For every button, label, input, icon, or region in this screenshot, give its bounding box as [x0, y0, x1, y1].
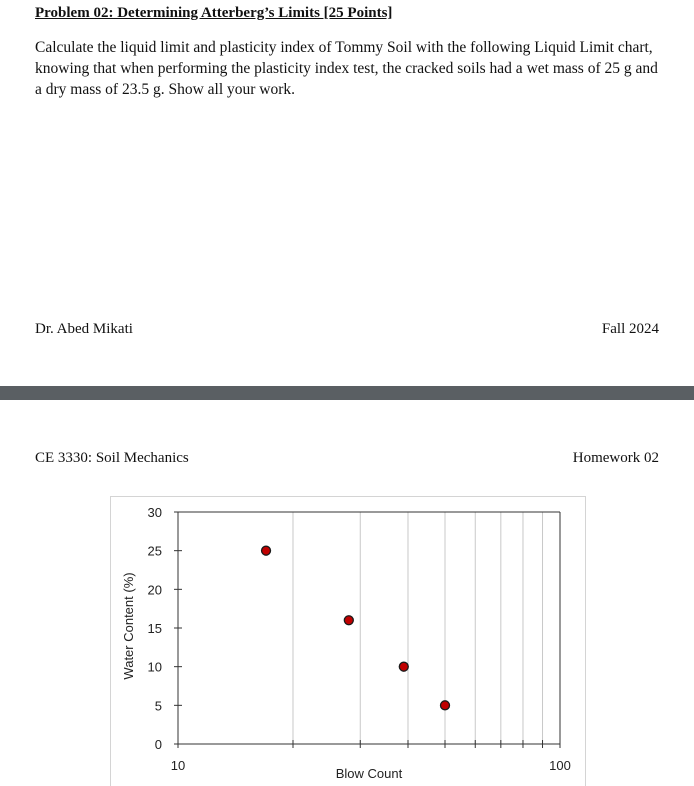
- y-tick-label: 10: [147, 659, 162, 675]
- header-course: CE 3330: Soil Mechanics: [35, 450, 189, 466]
- y-tick-label: 25: [147, 543, 162, 559]
- y-tick-label: 15: [147, 621, 162, 636]
- problem-title: Problem 02: Determining Atterberg’s Limits [25 Points]: [35, 5, 393, 21]
- y-tick-label: 20: [147, 582, 162, 598]
- header-assignment: Homework 02: [572, 450, 659, 466]
- page-break-divider: [0, 386, 694, 400]
- x-axis-label: Blow Count: [335, 766, 403, 781]
- footer-author: Dr. Abed Mikati: [35, 321, 133, 337]
- x-tick-label: 10: [170, 758, 186, 773]
- chart-frame: [110, 496, 586, 786]
- problem-statement: Calculate the liquid limit and plasticity index of Tommy Soil with the following Liquid Limit chart, knowing that when performing the plasticity index test, the cracked soils had a wet mass of 25 g and a dry mass of 23.5 g. Show all your work.: [35, 39, 658, 98]
- footer-term: Fall 2024: [601, 321, 659, 337]
- y-axis-label: Water Content (%): [121, 572, 136, 680]
- y-tick-label: 30: [147, 505, 162, 520]
- x-tick-label: 100: [549, 758, 571, 773]
- y-tick-label: 0: [154, 737, 162, 752]
- y-tick-label: 5: [154, 698, 162, 714]
